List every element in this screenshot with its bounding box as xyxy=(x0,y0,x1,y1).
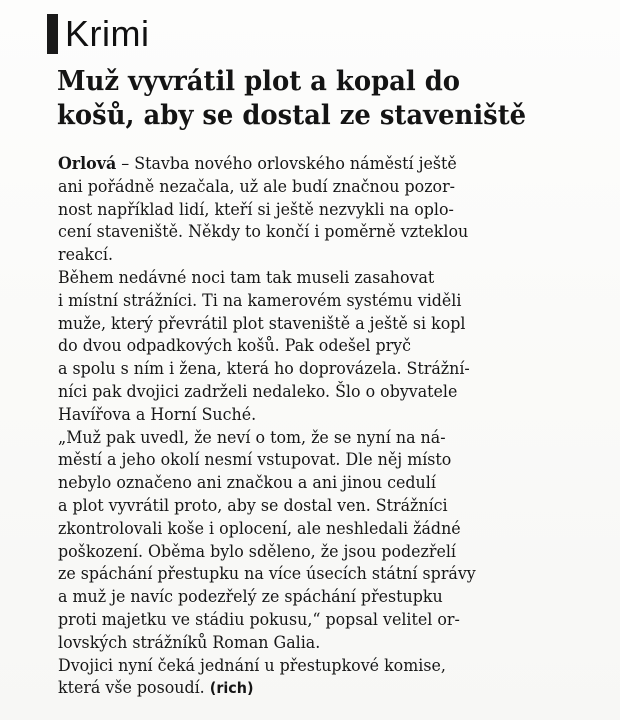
article-line: Havířova a Horní Suché. xyxy=(58,404,257,424)
article-line: i místní strážníci. Ti na kamerovém systému viděli xyxy=(58,290,462,310)
article-line: ani pořádně nezačala, už ale budí značnou pozor- xyxy=(58,176,456,196)
article-line xyxy=(58,677,593,700)
article-line: a spolu s ním i žena, která ho doprovázela. Strážní- xyxy=(58,359,470,379)
article-line: nost například lidí, kteří si ještě nezvykli na oplo- xyxy=(58,199,454,219)
section-title: Krimi xyxy=(65,13,150,54)
article-line: reakcí. xyxy=(58,245,113,265)
author-byline: (rich) xyxy=(209,679,254,698)
headline-line-1: Muž vyvrátil plot a kopal do xyxy=(57,65,461,97)
section-marker-bar xyxy=(47,14,58,54)
article-line-text: která vše posoudí. xyxy=(58,678,210,698)
article-line: muže, který převrátil plot staveniště a ještě si kopl xyxy=(58,313,466,333)
article-line: a plot vyvrátil proto, aby se dostal ven. Strážníci xyxy=(58,495,448,515)
article-line-text: – Stavba nového orlovského náměstí ještě xyxy=(116,154,457,173)
headline-line-2: košů, aby se dostal ze staveniště xyxy=(57,99,527,131)
article-line: níci pak dvojici zadrželi nedaleko. Šlo o obyvatele xyxy=(58,381,458,401)
article-line xyxy=(58,152,593,176)
section-header xyxy=(47,12,149,56)
article-line: „Muž pak uvedl, že neví o tom, že se nyní na ná- xyxy=(58,427,446,447)
article-line: zkontrolovali koše i oplocení, ale neshledali žádné xyxy=(58,518,461,538)
article-line: lovských strážníků Roman Galia. xyxy=(58,632,321,652)
article-line: poškození. Oběma bylo sděleno, že jsou podezřelí xyxy=(58,541,456,561)
article-line: Během nedávné noci tam tak museli zasahovat xyxy=(58,267,435,287)
article-line: cení staveniště. Někdy to končí i poměrně vzteklou xyxy=(58,222,469,242)
article-body xyxy=(58,152,618,700)
article-line: městí a jeho okolí nesmí vstupovat. Dle něj místo xyxy=(58,450,452,470)
article-line: do dvou odpadkových košů. Pak odešel pryč xyxy=(58,336,412,356)
article-line: ze spáchání přestupku na více úsecích státní správy xyxy=(58,564,476,584)
dateline: Orlová xyxy=(58,153,117,173)
article-line: Dvojici nyní čeká jednání u přestupkové komise, xyxy=(58,655,446,675)
article-line: a muž je navíc podezřelý ze spáchání přestupku xyxy=(58,587,443,607)
article-line: nebylo označeno ani značkou a ani jinou cedulí xyxy=(58,473,436,493)
article-line: proti majetku ve stádiu pokusu,“ popsal velitel or- xyxy=(58,609,460,629)
article-headline xyxy=(57,64,546,132)
